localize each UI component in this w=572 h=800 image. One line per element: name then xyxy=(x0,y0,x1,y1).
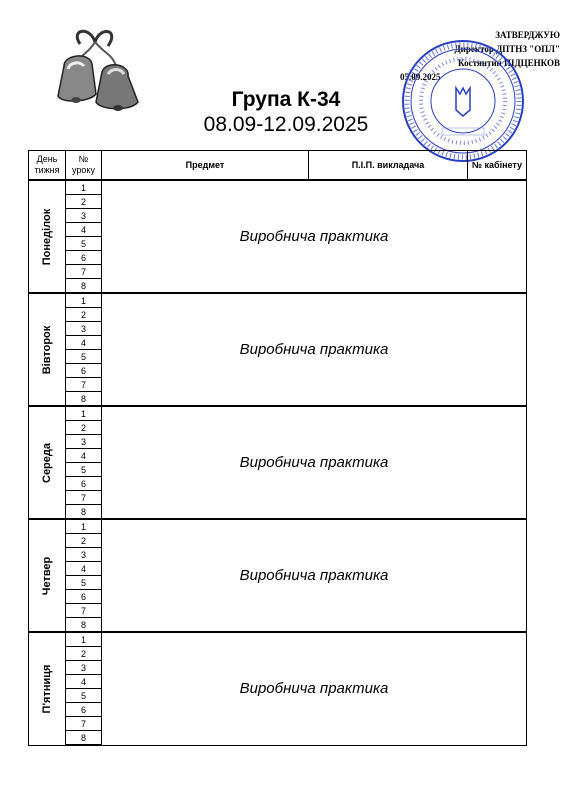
lesson-number: 8 xyxy=(66,505,102,520)
date-range: 08.09-12.09.2025 xyxy=(203,113,369,136)
lesson-number: 2 xyxy=(66,421,102,435)
lesson-number: 5 xyxy=(66,237,102,251)
lesson-number: 8 xyxy=(66,392,102,407)
lesson-number: 6 xyxy=(66,251,102,265)
lesson-number: 4 xyxy=(66,675,102,689)
lesson-number: 5 xyxy=(66,689,102,703)
table-row xyxy=(29,519,527,534)
header-day: День тижня xyxy=(29,151,66,181)
lesson-number: 6 xyxy=(66,477,102,491)
lesson-number: 6 xyxy=(66,590,102,604)
approval-position: Директор ДПТНЗ "ОПЛ" xyxy=(454,44,560,54)
lesson-number: 3 xyxy=(66,209,102,223)
subject-cell: Виробнича практика xyxy=(102,180,527,293)
lesson-number: 3 xyxy=(66,661,102,675)
table-row xyxy=(29,293,527,308)
header-room: № кабінету xyxy=(468,151,527,181)
day-name: П'ятниця xyxy=(41,664,53,714)
table-row xyxy=(29,406,527,421)
header-lesson: № уроку xyxy=(66,151,102,181)
lesson-number: 4 xyxy=(66,449,102,463)
lesson-number: 1 xyxy=(66,519,102,534)
day-cell xyxy=(29,632,66,745)
lesson-number: 1 xyxy=(66,180,102,195)
lesson-number: 3 xyxy=(66,435,102,449)
approval-date: 05.09.2025 xyxy=(400,72,441,82)
lesson-number: 8 xyxy=(66,731,102,746)
day-cell xyxy=(29,519,66,632)
schedule-table xyxy=(28,150,527,746)
lesson-number: 2 xyxy=(66,534,102,548)
approval-name: Костянтин ПІДЦЕНКОВ xyxy=(458,58,560,68)
lesson-number: 8 xyxy=(66,279,102,294)
lesson-number: 4 xyxy=(66,562,102,576)
lesson-number: 6 xyxy=(66,364,102,378)
lesson-number: 5 xyxy=(66,350,102,364)
lesson-number: 1 xyxy=(66,632,102,647)
day-name: Вівторок xyxy=(41,325,53,374)
table-row xyxy=(29,180,527,195)
day-name: Середа xyxy=(41,442,53,483)
lesson-number: 2 xyxy=(66,195,102,209)
day-cell xyxy=(29,180,66,293)
lesson-number: 4 xyxy=(66,223,102,237)
lesson-number: 7 xyxy=(66,265,102,279)
table-header-row xyxy=(29,151,527,181)
subject-cell: Виробнича практика xyxy=(102,406,527,519)
table-row xyxy=(29,632,527,647)
lesson-number: 5 xyxy=(66,576,102,590)
lesson-number: 1 xyxy=(66,293,102,308)
day-name: Понеділок xyxy=(41,208,53,265)
subject-cell: Виробнича практика xyxy=(102,519,527,632)
header-teacher: П.І.П. викладача xyxy=(309,151,468,181)
lesson-number: 7 xyxy=(66,491,102,505)
group-title: Група К-34 xyxy=(231,88,341,111)
lesson-number: 2 xyxy=(66,647,102,661)
header-subject: Предмет xyxy=(102,151,309,181)
day-cell xyxy=(29,293,66,406)
day-name: Четвер xyxy=(41,556,53,595)
lesson-number: 1 xyxy=(66,406,102,421)
lesson-number: 3 xyxy=(66,322,102,336)
subject-cell: Виробнича практика xyxy=(102,293,527,406)
lesson-number: 7 xyxy=(66,604,102,618)
day-cell xyxy=(29,406,66,519)
approval-title: ЗАТВЕРДЖУЮ xyxy=(495,30,560,40)
lesson-number: 2 xyxy=(66,308,102,322)
lesson-number: 8 xyxy=(66,618,102,633)
lesson-number: 4 xyxy=(66,336,102,350)
lesson-number: 7 xyxy=(66,378,102,392)
lesson-number: 3 xyxy=(66,548,102,562)
lesson-number: 7 xyxy=(66,717,102,731)
subject-cell: Виробнича практика xyxy=(102,632,527,745)
lesson-number: 5 xyxy=(66,463,102,477)
lesson-number: 6 xyxy=(66,703,102,717)
